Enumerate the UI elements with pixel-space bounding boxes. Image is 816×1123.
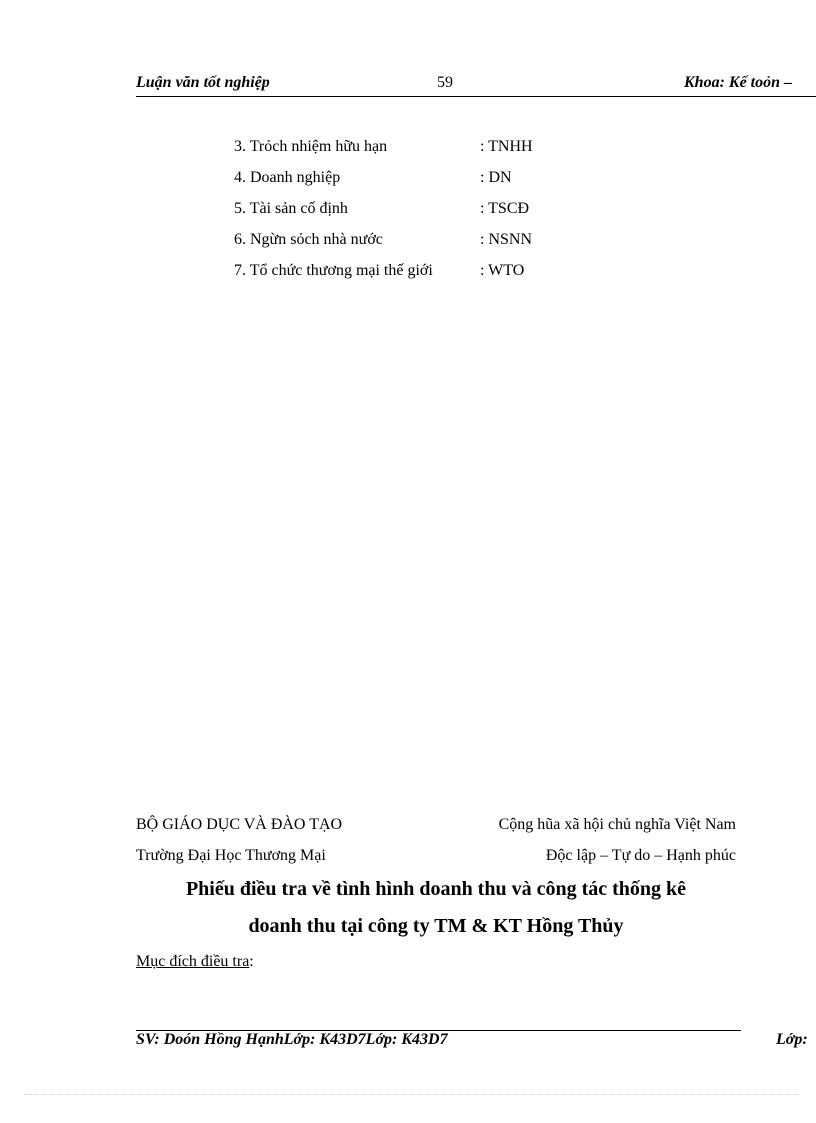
- ministry-name: BỘ GIÁO DỤC VÀ ĐÀO TẠO: [136, 816, 343, 833]
- footer-class-label: Lớp:: [776, 1031, 808, 1048]
- abbreviation-term: 5. Tài sản cố định: [234, 200, 348, 217]
- abbreviation-row: [234, 162, 600, 193]
- abbreviation-term: 3. Trỏch nhiệm hữu hạn: [234, 138, 388, 155]
- footer-student-info: SV: Doón Hồng HạnhLớp: K43D7Lớp: K43D7: [136, 1031, 448, 1048]
- header-faculty: Khoa: Kế toỏn –: [684, 74, 793, 91]
- survey-purpose-colon: :: [249, 953, 254, 970]
- survey-purpose-label: Mục đích điều tra: [136, 953, 250, 970]
- abbreviation-row: [234, 193, 600, 224]
- survey-title-line-1: Phiếu điều tra về tình hình doanh thu và công tác thống kê: [185, 878, 687, 900]
- abbreviation-row: [234, 255, 600, 286]
- survey-title-line-2: doanh thu tại công ty TM & KT Hồng Thủy: [248, 915, 624, 937]
- abbreviation-code: : TSCĐ: [480, 200, 530, 217]
- abbreviation-term: 4. Doanh nghiệp: [234, 169, 341, 186]
- abbreviation-code: : WTO: [480, 262, 525, 279]
- abbreviation-row: [234, 224, 600, 255]
- page-bottom-edge: [24, 1094, 800, 1095]
- header-thesis-title: Luận văn tốt nghiệp: [136, 74, 270, 91]
- abbreviation-term: 7. Tổ chức thương mại thế giới: [234, 262, 433, 279]
- header-divider: [136, 96, 816, 97]
- university-name: Trường Đại Học Thương Mại: [136, 847, 326, 864]
- abbreviation-code: : TNHH: [480, 138, 533, 155]
- abbreviation-code: : NSNN: [480, 231, 533, 248]
- abbreviation-row: [234, 131, 600, 162]
- page-number: 59: [437, 74, 453, 91]
- abbreviation-term: 6. Ngừn sỏch nhà nước: [234, 231, 383, 248]
- abbreviation-code: : DN: [480, 169, 512, 186]
- republic-name: Cộng hũa xã hội chủ nghĩa Việt Nam: [498, 816, 736, 833]
- national-motto: Độc lập – Tự do – Hạnh phúc: [545, 847, 736, 864]
- abbreviation-list: [234, 131, 600, 286]
- survey-purpose: [136, 953, 254, 971]
